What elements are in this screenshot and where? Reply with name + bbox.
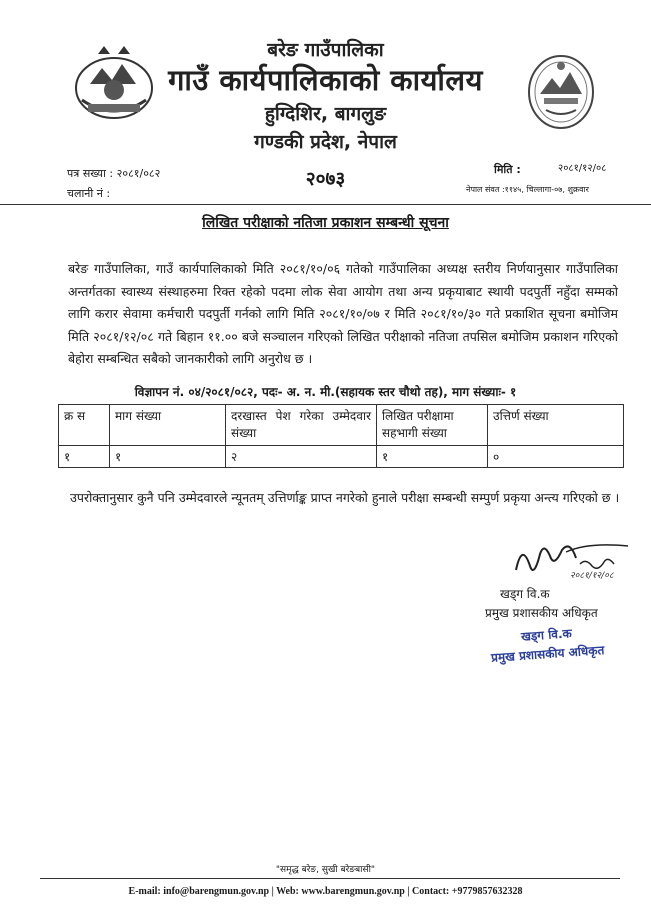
result-table xyxy=(58,404,624,468)
letter-number-value: २०८१/०८२ xyxy=(116,167,161,180)
signatory-title: प्रमुख प्रशासकीय अधिकृत xyxy=(485,606,598,620)
cell-demand-count: १ xyxy=(110,446,226,468)
official-stamp xyxy=(471,621,623,667)
date xyxy=(494,162,624,177)
date-label: मिति : xyxy=(494,163,521,176)
table-header-row xyxy=(59,405,624,446)
cell-serial: १ xyxy=(59,446,110,468)
header-serial: क्र स xyxy=(59,405,110,446)
office-address: हुग्दिशिर, बागलुङ xyxy=(264,103,387,125)
handwritten-date: २०८१/१२/०८ xyxy=(570,571,614,581)
stamp-name: खड्ग वि.क xyxy=(520,626,573,644)
header-passed-count: उत्तिर्ण संख्या xyxy=(488,405,624,446)
table-row xyxy=(59,446,624,468)
province-country: गण्डकी प्रदेश, नेपाल xyxy=(254,131,397,153)
footer-contact: E-mail: info@barengmun.gov.np | Web: www.barengmun.gov.np | Contact: +9779857632328 xyxy=(128,886,523,897)
notice-subject xyxy=(0,213,651,232)
closing-paragraph: उपरोक्तानुसार कुनै पनि उम्मेदवारले न्यूनतम् उत्तिर्णाङ्क प्राप्त नगरेको हुनाले परीक्षा सम्बन्धी सम्पुर्ण प्रकृया अन्त्य गरिएको छ । xyxy=(70,490,620,505)
nepal-sambat-date: नेपाल संवत :११४५, चिल्लागा-०७, शुक्रवार xyxy=(466,185,589,194)
letter-number xyxy=(67,166,160,181)
established-year: २०७३ xyxy=(305,168,346,190)
cell-passed-count: ० xyxy=(488,446,624,468)
date-value: २०८१/१२/०८ xyxy=(558,163,607,174)
dispatch-number: चलानी नं : xyxy=(67,187,111,200)
footer-slogan: "समृद्ध बरेङ, सुखी बरेङबासी" xyxy=(275,865,376,875)
header-participant-count: लिखित परीक्षामा सहभागी संख्या xyxy=(377,405,488,446)
office-title: गाउँ कार्यपालिकाको कार्यालय xyxy=(168,63,483,97)
header-divider xyxy=(0,204,651,205)
letter-number-label: पत्र सख्या : xyxy=(67,167,114,180)
footer-divider xyxy=(40,878,620,879)
cell-applicant-count: २ xyxy=(226,446,377,468)
signatory-name: खड्ग वि.क xyxy=(500,587,550,601)
header-applicant-count: दरखास्त पेश गरेका उम्मेदवार संख्या xyxy=(226,405,377,446)
stamp-title: प्रमुख प्रशासकीय अधिकृत xyxy=(490,643,605,665)
cell-participant-count: १ xyxy=(377,446,488,468)
notice-subject-text: लिखित परीक्षाको नतिजा प्रकाशन सम्बन्धी सूचना xyxy=(202,215,449,231)
municipality-name: बरेङ गाउँपालिका xyxy=(267,39,384,61)
vacancy-line: विज्ञापन नं. ०४/२०८१/०८२, पदः- अ. न. मी.(सहायक स्तर चौथो तह), माग संख्याः- १ xyxy=(134,385,517,399)
notice-body: बरेङ गाउँपालिका, गाउँ कार्यपालिकाको मिति २०८१/१०/०६ गतेको गाउँपालिका अध्यक्ष स्तरीय निर्णयानुसार गाउँपालिका अन्तर्गतका स्वास्थ्य संस्थाहरुमा रिक्त रहेको पदमा लोक सेवा आयोग तथा अन्य प्रकृयाबाट स्थायी पदपुर्ती नहुँदा सम्मको लागि करार सेवामा कर्मचारी पदपुर्ती गर्नको लागि मिति २०८१/१०/०७ र मिति २०८१/१०/३० गते प्रकाशित सूचना बमोजिम मिति २०८१/१२/०८ गते बिहान ११.०० बजे सञ्चालन गरिएको लिखित परीक्षाको नतिजा तपसिल बमोजिम प्रकाशन गरिएको बेहोरा सम्बन्धित सबैको जानकारीको लागि अनुरोध छ । xyxy=(68,261,618,366)
header-demand-count: माग संख्या xyxy=(110,405,226,446)
